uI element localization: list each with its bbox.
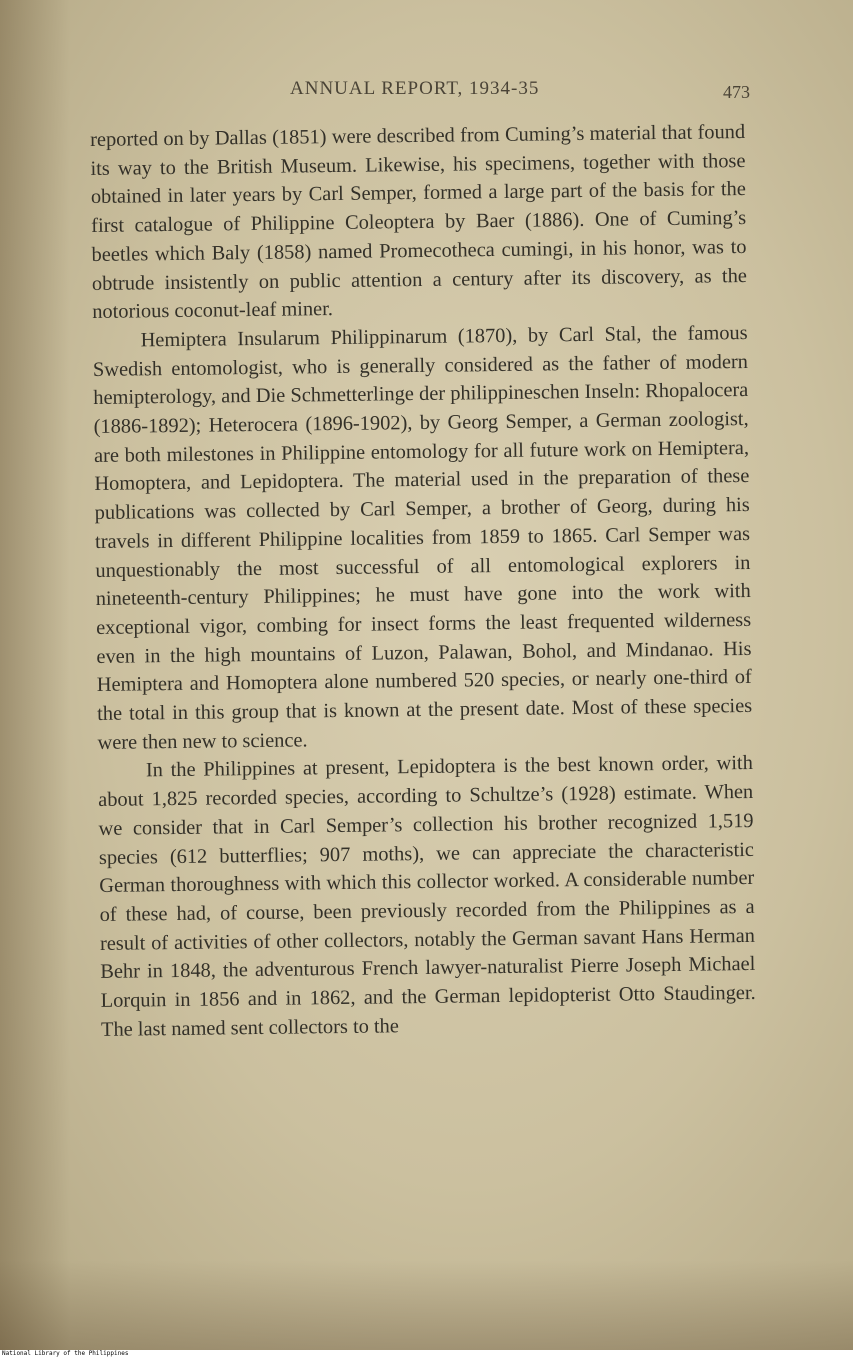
page-header [90, 78, 750, 108]
running-title: ANNUAL REPORT, 1934-35 [290, 78, 540, 99]
footer-bar [0, 1350, 853, 1358]
paragraph: Hemiptera Insularum Philippinarum (1870), by Carl Stal, the famous Swedish entomologist, who is generally considered as the father of modern hemipterology, and Die Schmetterlinge der philippineschen Inseln: Rhopalocera (1886-1892); Heterocera (1896-1902), by Georg Semper, a German zoologist, are both milestones in Philippine entomology for all future work on Hemiptera, Homoptera, and Lepidoptera. The material used in the preparation of these publications was collected by Carl Semper, a brother of Georg, during his travels in different Philippine localities from 1859 to 1865. Carl Semper was unquestionably the most successful of all entomological explorers in nineteenth-century Philippines; he must have gone into the work with exceptional vigor, combing for insect forms the least frequented wilderness even in the high mountains of Luzon, Palawan, Bohol, and Mindanao. His Hemiptera and Homoptera alone numbered 520 species, or nearly one-third of the total in this group that is known at the present date. Most of these species were then new to science. [92, 321, 753, 754]
footer-attribution: National Library of the Philippines [2, 1350, 129, 1357]
paragraph: reported on by Dallas (1851) were described from Cuming’s material that found its way to the British Museum. Likewise, his specimens, together with those obtained in later years by Carl Semper, formed a large part of the basis for the first catalogue of Philippine Coleoptera by Baer (1886). One of Cuming’s beetles which Baly (1858) named Promecotheca cumingi, in his honor, was to obtrude insistently on public attention a century after its discovery, as the notorious coconut-leaf miner. [90, 120, 748, 324]
body-text [90, 118, 756, 1044]
paragraph: In the Philippines at present, Lepidoptera is the best known order, with about 1,825 recorded species, according to Schultze’s (1928) estimate. When we consider that in Carl Semper’s collection his brother recognized 1,519 species (612 butterflies; 907 moths), we can appreciate the characteristic German thoroughness with which this collector worked. A considerable number of these had, of course, been previously recorded from the Philippines as a result of activities of other collectors, notably the German savant Hans Herman Behr in 1848, the adventurous French lawyer-naturalist Pierre Joseph Michael Lorquin in 1856 and in 1862, and the German lepidopterist Otto Staudinger. The last named sent collectors to the [98, 752, 756, 1041]
bottom-shadow [0, 1260, 853, 1350]
spine-shadow [0, 0, 70, 1350]
page-number: 473 [723, 82, 750, 102]
